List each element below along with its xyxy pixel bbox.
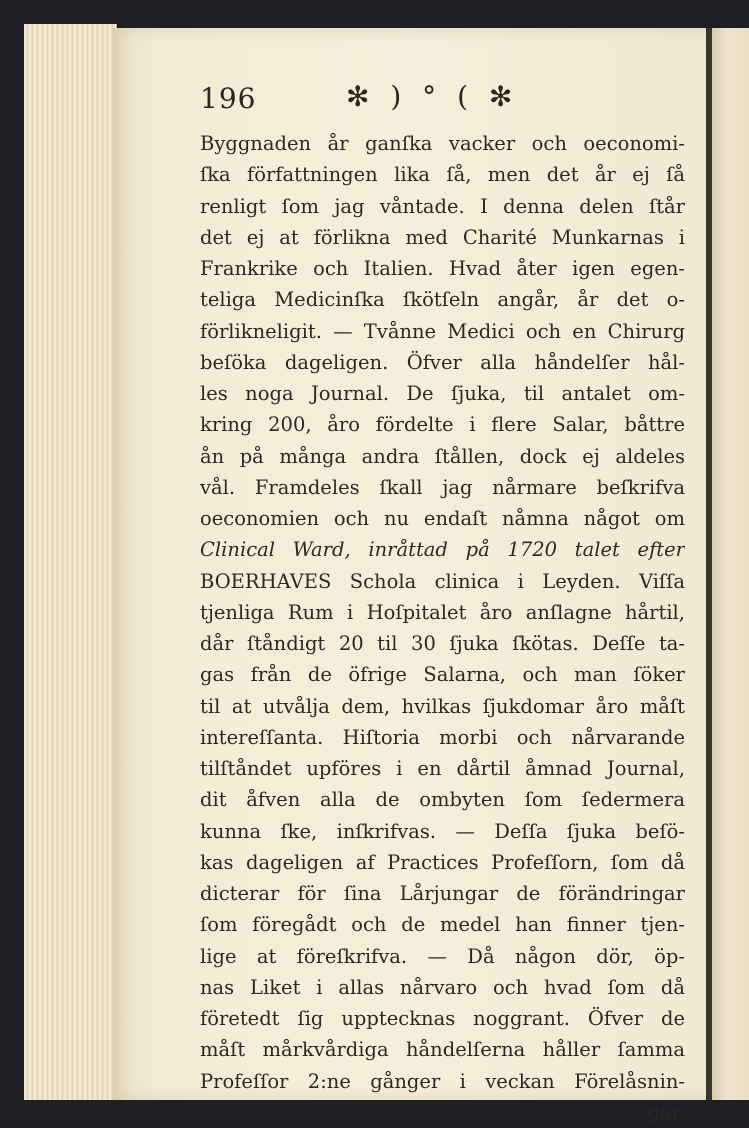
text-line: lige at föreſkrifva. — Då någon dör, öp- [200,944,685,968]
text-line: BOERHAVES Schola clinica i Leyden. Viſſa [200,569,685,593]
text-line: Frankrike och Italien. Hvad åter igen egen- [200,257,685,280]
text-line: Clinical Ward, inråttad på 1720 talet efter [200,538,685,562]
text-line: nas Liket i allas nårvaro och hvad ſom då [200,975,685,999]
text-line: dicterar för ſina Lårjungar de förändringar [200,882,685,905]
text-line: Profeſſor 2:ne gånger i veckan Förelåsnin- [200,1069,685,1093]
text-line: intereſſanta. Hiſtoria morbi och nårvarande [200,725,685,749]
text-line: dit åfven alla de ombyten ſom ſedermera [200,788,685,812]
text-line: teliga Medicinſka ſkötſeln angår, år det o- [200,288,685,312]
running-header [200,82,680,122]
text-line: tilſtåndet upföres i en dårtil åmnad Journal, [200,757,685,780]
text-line: les noga Journal. De ſjuka, til antalet om- [200,382,685,405]
text-line: företedt ſig upptecknas noggrant. Öfver de [200,1007,685,1030]
text-line: det ej at förlikna med Charité Munkarnas i [200,225,685,249]
text-line: dår ſtåndigt 20 til 30 ſjuka ſkötas. Deſſe ta- [200,632,685,655]
text-line: måſt mårkvårdiga håndelſerna håller ſamma [200,1038,685,1062]
text-line: ſka författningen lika ſå, men det år ej ſå [200,163,685,187]
text-line: oeconomien och nu endaſt nåmna något om [200,507,685,530]
text-line: ſom föregådt och de medel han finner tjen- [200,913,685,937]
text-line: kring 200, åro fördelte i flere Salar, båttre [200,413,685,437]
catchword: gar, [647,1100,685,1124]
text-line: gas från de öfrige Salarna, och man ſöker [200,663,685,687]
page-number: 196 [200,82,257,115]
text-line: förlikneligit. — Tvånne Medici och en Chirurg [200,319,685,343]
page-edges [24,24,117,1100]
header-ornament: ✻ ) ° ( ✻ [346,80,519,113]
body-text [200,128,685,1128]
text-line: beſöka dageligen. Öfver alla håndelſer hål- [200,350,685,374]
text-line: vål. Framdeles ſkall jag nårmare beſkrifva [200,475,685,499]
text-line: renligt ſom jag våntade. I denna delen ſtår [200,194,685,218]
facing-page-edge [712,28,749,1100]
text-line: Byggnaden år ganſka vacker och oeconomi- [200,132,685,155]
text-line: ån på många andra ſtållen, dock ej aldeles [200,444,685,468]
text-line: til at utvålja dem, hvilkas ſjukdomar åro måſt [200,694,685,718]
text-line: kunna ſke, inſkrifvas. — Deſſa ſjuka beſö- [200,819,685,843]
text-line: tjenliga Rum i Hoſpitalet åro anſlagne hårtil, [200,600,685,624]
text-line: kas dageligen af Practices Profeſſorn, ſom då [200,850,685,874]
